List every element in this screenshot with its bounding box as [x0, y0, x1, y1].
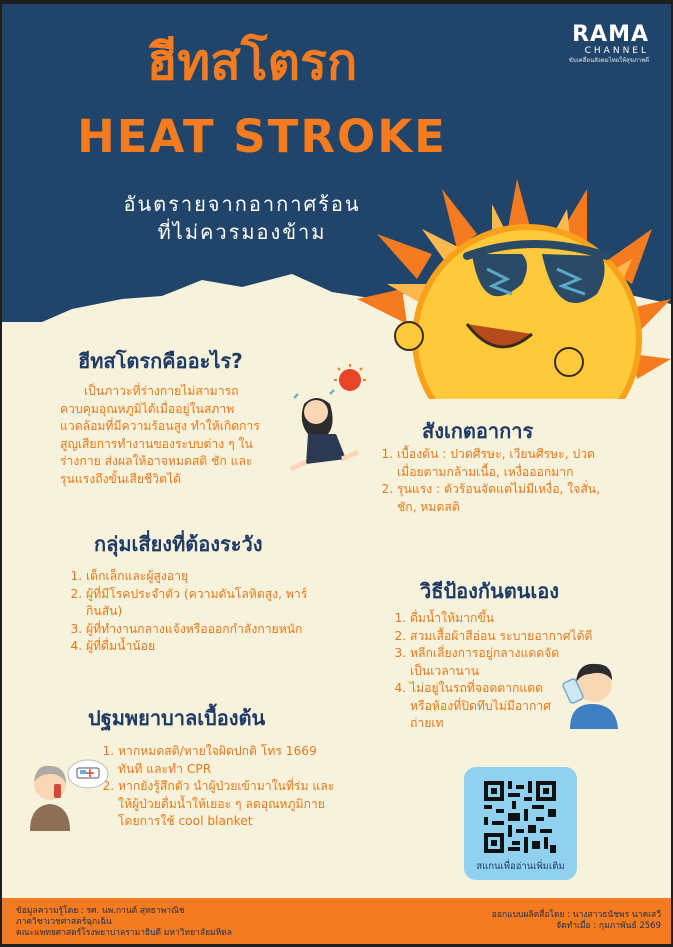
prevention-item: 4. ไม่อยู่ในรถที่จอดตากแดดหรือห้องที่ปิดทึบไม่มีอากาศถ่ายเท	[410, 680, 560, 733]
prevention-heading: วิธีป้องกันตนเอง	[420, 579, 559, 603]
qr-code-card[interactable]	[464, 767, 577, 880]
fainting-person-illustration	[286, 364, 376, 479]
first-aid-item: 2. หากยังรู้สึกตัว นำผู้ป่วยเข้ามาในที่ร่ม และให้ผู้ป่วยดื่มน้ำให้เยอะ ๆ ลดอุณหภูมิกายโดยการใช้ cool blanket	[118, 778, 345, 831]
footer-institution: คณะแพทยศาสตร์โรงพยาบาลรามาธิบดี มหาวิทยาลัยมหิดล	[16, 928, 233, 938]
what-is-body: เป็นภาวะที่ร่างกายไม่สามารถควบคุมอุณหภูมิได้เมื่ออยู่ในสภาพแวดล้อมที่มีความร้อนสูง ทำให้เกิดการสูญเสียการทำงานของระบบต่าง ๆ ในร่างกาย ส่งผลให้อาจหมดสติ ชัก และรุนแรงถึงขั้นเสียชีวิตได้	[60, 384, 260, 486]
title-thai: ฮีทสโตรก	[146, 33, 358, 91]
poster	[2, 4, 671, 944]
prevention-item: 3. หลีกเลี่ยงการอยู่กลางแดดจัดเป็นเวลานาน	[410, 645, 560, 680]
symptom-item: 1. เบื้องต้น : ปวดศีรษะ, เวียนศีรษะ, ปวดเมื่อยตามกล้ามเนื้อ, เหงื่อออกมาก	[397, 446, 619, 481]
brand-sub: CHANNEL	[584, 46, 649, 56]
emergency-call-illustration	[30, 756, 110, 831]
rama-channel-logo	[569, 24, 649, 65]
symptom-item: 2. รุนแรง : ตัวร้อนจัดแต่ไม่มีเหงื่อ, ใจสั่น, ชัก, หมดสติ	[397, 481, 619, 516]
drinking-water-illustration	[560, 654, 625, 729]
footer-author: ข้อมูลความรู้โดย : รศ. นพ.กานต์ สุทธาพาณิช	[16, 906, 185, 916]
risk-item: 4. ผู้ที่ดื่มน้ำน้อย	[86, 638, 348, 656]
prevention-item: 2. สวมเสื้อผ้าสีอ่อน ระบายอากาศได้ดี	[410, 628, 652, 646]
risk-list	[68, 568, 348, 656]
footer-department: ภาควิชาเวชศาสตร์ฉุกเฉิน	[16, 917, 112, 927]
first-aid-list	[100, 743, 345, 831]
footer-credits-right	[492, 910, 661, 932]
symptoms-list	[379, 446, 619, 516]
sun-sunglasses-illustration	[347, 174, 671, 399]
first-aid-item: 1. หากหมดสติ/หายใจผิดปกติ โทร 1669 ทันที และทำ CPR	[118, 743, 345, 778]
risk-item: 3. ผู้ที่ทำงานกลางแจ้งหรือออกกำลังกายหนัก	[86, 621, 348, 639]
symptoms-heading: สังเกตอาการ	[422, 419, 534, 443]
footer-date: จัดทำเมื่อ : กุมภาพันธ์ 2569	[556, 921, 661, 931]
first-aid-heading: ปฐมพยาบาลเบื้องต้น	[88, 706, 266, 730]
footer-credits-left	[16, 906, 232, 939]
prevention-item: 1. ดื่มน้ำให้มากขึ้น	[410, 610, 652, 628]
title-english: HEAT STROKE	[77, 110, 447, 163]
risk-item: 1. เด็กเล็กและผู้สูงอายุ	[86, 568, 348, 586]
footer	[2, 898, 671, 944]
subtitle-line-1: อันตรายจากอากาศร้อน	[123, 192, 361, 216]
risk-heading: กลุ่มเสี่ยงที่ต้องระวัง	[94, 532, 263, 556]
what-is-heading: ฮีทสโตรกคืออะไร?	[78, 349, 243, 373]
brand-name: RAMA	[572, 22, 649, 47]
subtitle-line-2: ที่ไม่ควรมองข้าม	[157, 220, 327, 244]
footer-designer: ออกแบบผลิตสื่อโดย : นางสาวธนัชพร นาคเสวี	[491, 910, 661, 920]
qr-code-icon[interactable]	[484, 781, 556, 853]
risk-item: 2. ผู้ที่มีโรคประจำตัว (ความดันโลหิตสูง, พาร์กินสัน)	[86, 586, 316, 621]
brand-tagline: ขับเคลื่อนสังคมไทยให้สุขภาพดี	[568, 57, 649, 64]
qr-label: สแกนเพื่ออ่านเพิ่มเติม	[476, 861, 565, 872]
